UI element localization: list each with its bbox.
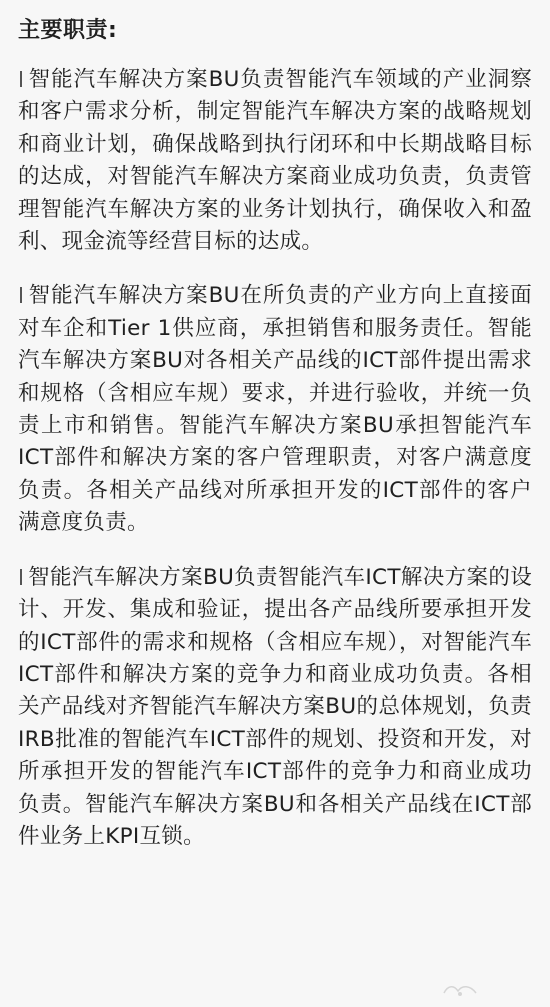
paragraph-3 bbox=[18, 562, 532, 854]
paragraph-2 bbox=[18, 280, 532, 539]
watermark-logo-icon bbox=[440, 981, 480, 999]
section-heading: 主要职责: bbox=[18, 18, 118, 43]
paragraph-1-text: 智能汽车解决方案BU负责智能汽车领域的产业洞察和客户需求分析，制定智能汽车解决方案的战略规划和商业计划，确保战略到执行闭环和中长期战略目标的达成，对智能汽车解决方案商业成功负责，负责管理智能汽车解决方案的业务计划执行，确保收入和盈利、现金流等经营目标的达成。 bbox=[18, 67, 532, 255]
paragraph-1 bbox=[18, 64, 532, 258]
paragraph-3-text: 智能汽车解决方案BU负责智能汽车ICT解决方案的设计、开发、集成和验证，提出各产品线所要承担开发的ICT部件的需求和规格（含相应车规），对智能汽车ICT部件和解决方案的竞争力和商业成功负责。各相关产品线对齐智能汽车解决方案BU的总体规划，负责IRB批准的智能汽车ICT部件的规划、投资和开发，对所承担开发的智能汽车ICT部件的竞争力和商业成功负责。智能汽车解决方案BU和各相关产品线在ICT部件业务上KPI互锁。 bbox=[18, 564, 532, 849]
paragraph-marker bbox=[20, 287, 22, 303]
paragraph-2-text: 智能汽车解决方案BU在所负责的产业方向上直接面对车企和Tier 1供应商，承担销售和服务责任。智能汽车解决方案BU对各相关产品线的ICT部件提出需求和规格（含相应车规）要求，并进行验收，并统一负责上市和销售。智能汽车解决方案BU承担智能汽车ICT部件和解决方案的客户管理职责，对客户满意度负责。各相关产品线对所承担开发的ICT部件的客户满意度负责。 bbox=[18, 283, 532, 536]
paragraph-marker bbox=[20, 569, 22, 585]
paragraph-marker bbox=[20, 71, 22, 87]
